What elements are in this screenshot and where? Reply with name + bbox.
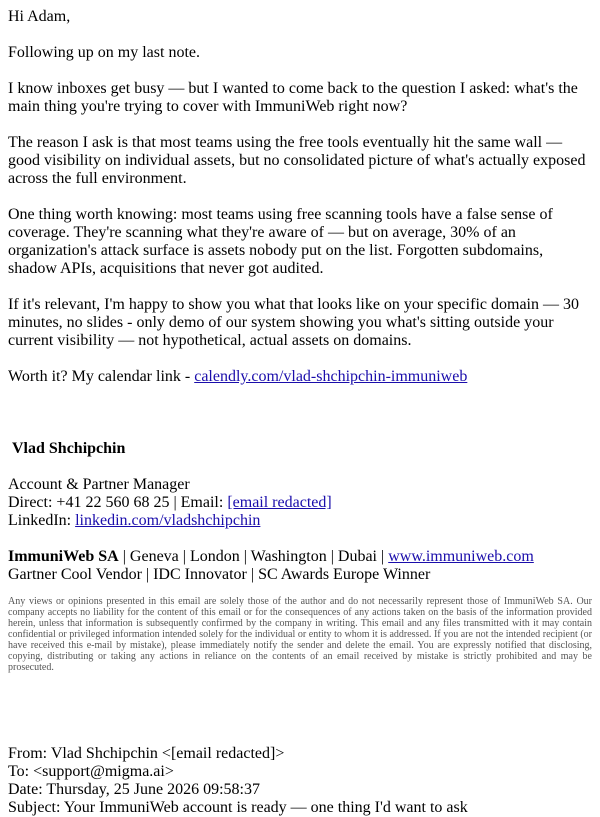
email-link[interactable]: [email redacted]: [227, 494, 332, 511]
linkedin-label: LinkedIn:: [8, 512, 76, 529]
signature-linkedin: [8, 512, 592, 530]
quoted-subject: Subject: Your ImmuniWeb account is ready — one thing I'd want to ask: [8, 799, 468, 816]
cta-text: Worth it? My calendar link -: [8, 368, 195, 385]
greeting: Hi Adam,: [8, 8, 71, 25]
direct-phone: Direct: +41 22 560 68 25 | Email:: [8, 494, 228, 511]
signature-name: Vlad Shchipchin: [12, 440, 126, 457]
quoted-to: To: <support@migma.ai>: [8, 763, 174, 780]
website-link[interactable]: www.immuniweb.com: [388, 548, 534, 565]
signature-company-line: [8, 548, 592, 566]
followup-line: Following up on my last note.: [8, 44, 200, 61]
quoted-from: From: Vlad Shchipchin <[email redacted]>: [8, 745, 285, 762]
office-locations: | Geneva | London | Washington | Dubai |: [118, 548, 389, 565]
paragraph-coverage: One thing worth knowing: most teams using free scanning tools have a false sense of coverage. They're scanning what they're aware of — but on average, 30% of an organization's attack surface is assets nobody put on the list. Forgotten subdomains, shadow APIs, acquisitions that never got audited.: [8, 206, 553, 277]
signature-contact: [8, 494, 592, 512]
paragraph-offer: If it's relevant, I'm happy to show you what that looks like on your specific domain — 30 minutes, no slides - only demo of our system showing you what's sitting outside your current visibility — not hypothetical, actual assets on domains.: [8, 296, 579, 349]
paragraph-question: I know inboxes get busy — but I wanted to come back to the question I asked: what's the main thing you're trying to cover with ImmuniWeb right now?: [8, 80, 578, 115]
paragraph-reason: The reason I ask is that most teams using the free tools eventually hit the same wall — good visibility on individual assets, but no consolidated picture of what's actually exposed across the full environment.: [8, 134, 586, 187]
calendar-link[interactable]: calendly.com/vlad-shchipchin-immuniweb: [194, 368, 468, 385]
company-name: ImmuniWeb SA: [8, 548, 119, 565]
quoted-date: Date: Thursday, 25 June 2026 09:58:37: [8, 781, 260, 798]
linkedin-link[interactable]: linkedin.com/vladshchipchin: [75, 512, 261, 529]
quoted-header: [8, 745, 592, 817]
call-to-action: [8, 368, 592, 386]
signature-title: Account & Partner Manager: [8, 476, 190, 493]
signature-awards: Gartner Cool Vendor | IDC Innovator | SC Awards Europe Winner: [8, 566, 431, 583]
legal-disclaimer: Any views or opinions presented in this email are solely those of the author and do not necessarily represent those of ImmuniWeb SA. Our company accepts no liability for the content of this email or for the consequences of any actions taken on the basis of the information provided herein, unless that information is subsequently confirmed by the company in writing. This email and any files transmitted with it may contain confidential or privileged information intended solely for the individual or entity to whom it is addressed. If you are not the intended recipient (or have received this e-mail by mistake), please immediately notify the sender and delete the email. You are expressly notified that disclosing, copying, distributing or taking any actions in reliance on the contents of an email received by mistake is strictly prohibited and may be prosecuted.: [8, 596, 592, 673]
